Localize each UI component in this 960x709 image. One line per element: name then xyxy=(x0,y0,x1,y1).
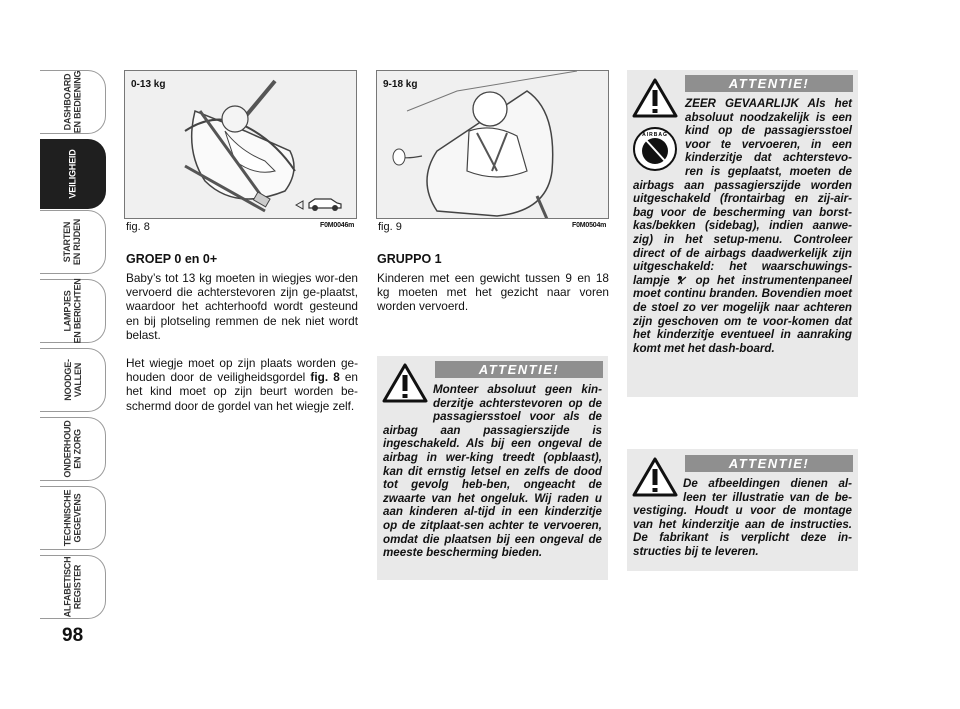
warning-title: ATTENTIE! xyxy=(685,75,853,92)
tab-label: DASHBOARD EN BEDIENING xyxy=(62,70,83,134)
figure-code: F0M0504m xyxy=(572,222,607,229)
paragraph: Het wiegje moet op zijn plaats worden ge-houden door de veiligheidsgordel fig. 8 en het kind moet op zijn beurt worden be-schermd door de gordel van het wiegje zelf. xyxy=(126,356,358,413)
warning-title: ATTENTIE! xyxy=(435,361,603,378)
page-number: 98 xyxy=(62,625,84,646)
figure-weight-label: 9-18 kg xyxy=(383,79,418,90)
spacer xyxy=(383,383,433,421)
tab-label: NOODGE- VALLEN xyxy=(62,359,83,401)
child-seat-illustration xyxy=(377,71,609,219)
figure-caption: fig. 9 xyxy=(378,221,402,233)
warning-text: ZEER GEVAARLIJK Als het absoluut noodzakelijk is een kind op de passagiersstoel voor te vervoeren, in een kinderzitje dat achterstevo-ren is geplaatst, moeten de airbags aan passagierszijde worden uitgeschakeld (frontairbag en zij-air-bag voor de bescherming van borst-kas/bekken (sidebag), indien aanwe-zig) in het setup-menu. Controleer direct of de airbags daadwerkelijk zijn uitgeschakeld: het waarschuwings-lampje op het instrumentenpaneel moet continu branden. Bovendien moet de stoel zo ver mogelijk naar achteren zijn geschoven om te voor-komen dat het kinderzitje eventueel in aanraking komt met het dash-board. xyxy=(633,97,852,355)
figure-8-image xyxy=(124,70,357,219)
tab-starten[interactable] xyxy=(40,210,106,274)
warning-box xyxy=(377,356,608,580)
tab-dashboard[interactable] xyxy=(40,70,106,134)
figure-9-image xyxy=(376,70,609,219)
airbag-label: AIRBAG xyxy=(642,132,668,138)
tab-onderhoud[interactable] xyxy=(40,417,106,481)
tab-label: STARTEN EN RIJDEN xyxy=(62,218,83,266)
section-heading: GROEP 0 en 0+ xyxy=(126,252,218,266)
warning-title: ATTENTIE! xyxy=(685,455,853,472)
tab-label: ONDERHOUD EN ZORG xyxy=(62,420,83,478)
tab-label: TECHNISCHE GEGEVENS xyxy=(62,489,83,547)
tab-veiligheid[interactable] xyxy=(40,139,106,209)
figure-weight-label: 0-13 kg xyxy=(131,79,166,90)
warning-box xyxy=(627,449,858,571)
paragraph: Baby’s tot 13 kg moeten in wiegjes wor-den vervoerd die achterstevoren zijn ge-plaatst, waardoor het achterhoofd wordt gesteund en bij plotseling remmen de nek niet wordt belast. xyxy=(126,271,358,342)
spacer xyxy=(633,97,685,177)
car-direction-icon xyxy=(295,193,345,213)
tab-label: LAMPJES EN BERICHTEN xyxy=(62,278,83,344)
airbag-off-lamp-icon xyxy=(677,275,688,285)
warning-box xyxy=(627,70,858,397)
warning-text: Monteer absoluut geen kin-derzitje achterstevoren op de passagiersstoel voor als de airbag aan passagierszijde is ingeschakeld. Als bij een ongeval de airbag in wer-king treedt (opblaast), kan dit ernstig letsel en zelfs de dood tot gevolg heb-ben, ongeacht de zwaarte van het ongeluk. Wij raden u aan kinderen al-tijd in een kinderzitje op de zitplaat-sen achter te vervoeren, omdat die plaatsen bij een ongeval de meeste bescherming bieden. xyxy=(383,383,602,560)
figure-caption: fig. 8 xyxy=(126,221,150,233)
tab-label: ALFABETISCH REGISTER xyxy=(62,556,83,618)
warning-text: De afbeeldingen dienen al-leen ter illustratie van de be-vestiging. Houdt u voor de montage van het kinderzitje aan de instructies. De fabrikant is verplicht deze in-structies bij te leveren. xyxy=(633,477,852,558)
tab-label: VEILIGHEID xyxy=(67,149,78,199)
section-heading: GRUPPO 1 xyxy=(377,252,442,266)
tab-register[interactable] xyxy=(40,555,106,619)
tab-lampjes[interactable] xyxy=(40,279,106,343)
tab-technische[interactable] xyxy=(40,486,106,550)
paragraph: Kinderen met een gewicht tussen 9 en 18 kg moeten met het gezicht naar voren worden vervoerd. xyxy=(377,271,609,314)
spacer xyxy=(633,477,683,499)
figure-reference: fig. 8 xyxy=(310,370,340,385)
tab-noodgevallen[interactable] xyxy=(40,348,106,412)
figure-code: F0M0046m xyxy=(320,222,355,229)
